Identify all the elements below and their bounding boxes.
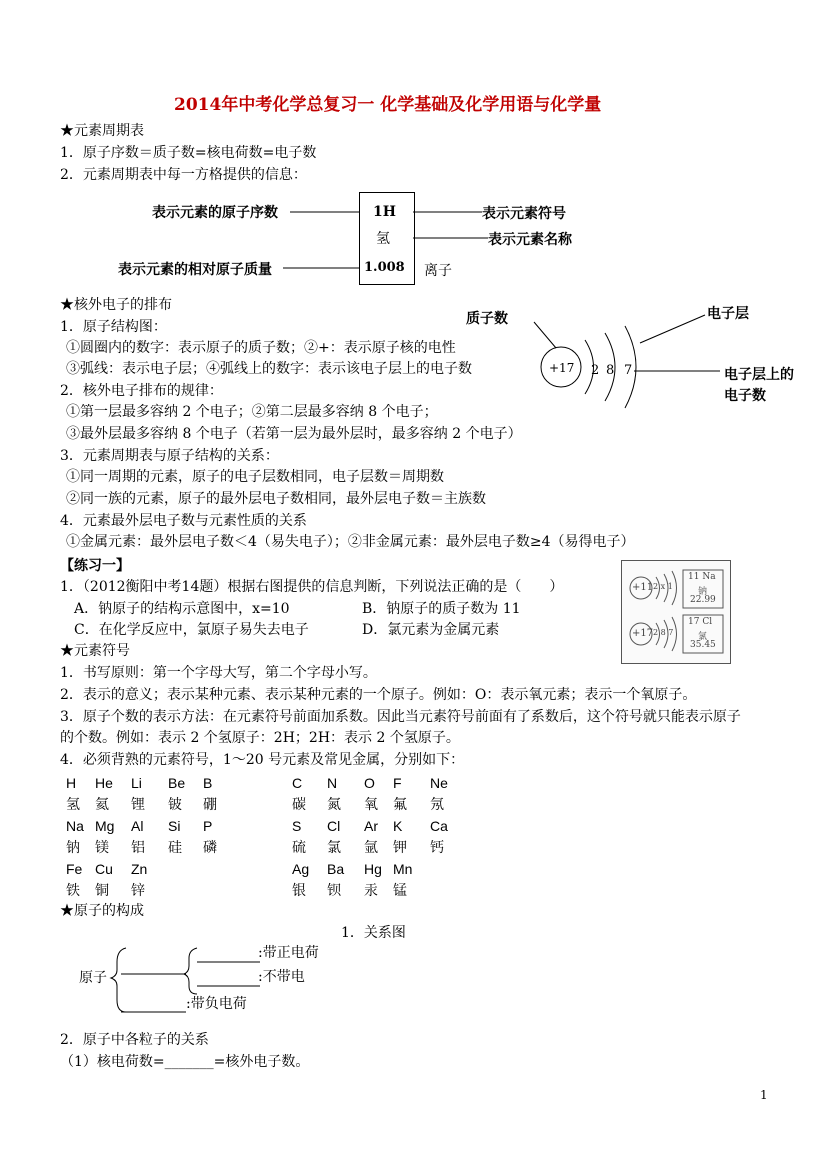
text-line: （1）核电荷数=_______=核外电子数。 (60, 1054, 310, 1070)
page-title: 2014年中考化学总复习一 化学基础及化学用语与化学量 (174, 95, 602, 115)
section-heading-electron: ★核外电子的排布 (60, 297, 172, 313)
element-symbol: Si (168, 818, 181, 834)
element-symbol: C (292, 775, 303, 791)
element-symbol: B (203, 775, 213, 791)
element-symbol: H (66, 775, 77, 791)
label-proton-number: 质子数 (466, 311, 508, 327)
element-symbol: Ne (430, 775, 448, 791)
label-electron-shell: 电子层 (707, 306, 749, 322)
option-b: B．钠原子的质子数为 11 (362, 601, 521, 617)
element-name: 汞 (364, 883, 378, 899)
element-name: 氢 (66, 797, 80, 813)
text-line: 2．原子中各粒子的关系 (60, 1032, 209, 1048)
element-symbol: He (95, 775, 113, 791)
label-positive: :带正电荷 (258, 945, 319, 961)
section-heading-symbols: ★元素符号 (60, 643, 130, 659)
element-name: 铍 (168, 797, 182, 813)
label-shell-electrons-2: 电子数 (724, 388, 766, 404)
element-name: 氖 (430, 797, 444, 813)
element-name: 磷 (203, 840, 217, 856)
cl-number-symbol: 17 Cl (688, 617, 713, 627)
element-symbol: S (292, 818, 302, 834)
element-symbol: Al (131, 818, 144, 834)
label-element-name: 表示元素名称 (488, 232, 572, 248)
element-name: 氩 (364, 840, 378, 856)
na-nucleus: +11 (632, 582, 654, 593)
text-line: ②同一族的元素，原子的最外层电子数相同，最外层电子数＝主族数 (66, 491, 486, 507)
cl-mass: 35.45 (690, 640, 716, 650)
element-name: 钡 (327, 883, 341, 899)
element-symbol: Mn (393, 861, 413, 877)
shell-2-count: 8 (606, 363, 615, 378)
element-symbol: Na (66, 818, 84, 834)
cell-number-symbol: 1H (373, 204, 396, 220)
element-symbol: K (393, 818, 403, 834)
cell-atomic-mass: 1.008 (364, 260, 405, 275)
text-line: 1．书写原则：第一个字母大写，第二个字母小写。 (60, 665, 377, 681)
text-line: ①金属元素：最外层电子数＜4（易失电子）；②非金属元素：最外层电子数≥4（易得电子） (66, 534, 635, 550)
section-heading-periodic-table: ★元素周期表 (60, 123, 144, 139)
element-name: 氧 (364, 797, 378, 813)
element-name: 钾 (393, 840, 407, 856)
option-c: C．在化学反应中，氯原子易失去电子 (74, 622, 309, 638)
option-d: D．氯元素为金属元素 (362, 622, 500, 638)
atom-nucleus: +17 (549, 361, 575, 375)
element-name: 银 (292, 883, 306, 899)
element-symbol: Li (131, 775, 142, 791)
element-name: 锰 (393, 883, 407, 899)
element-symbol: Cu (95, 861, 113, 877)
element-name: 硼 (203, 797, 217, 813)
element-symbol: Fe (66, 861, 83, 877)
element-name: 钠 (66, 840, 80, 856)
element-symbol: Mg (95, 818, 115, 834)
element-name: 硫 (292, 840, 306, 856)
text-line: 1．原子序数＝质子数=核电荷数=电子数 (60, 145, 317, 161)
na-name: 钠 (698, 587, 708, 597)
text-line: ①同一周期的元素，原子的电子层数相同，电子层数＝周期数 (66, 469, 444, 485)
page-number: 1 (760, 1088, 768, 1102)
label-negative: :带负电荷 (186, 996, 247, 1012)
element-name: 铝 (131, 840, 145, 856)
text-line: ③最外层最多容纳 8 个电子（若第一层为最外层时，最多容纳 2 个电子） (66, 426, 522, 442)
label-atom: 原子 (79, 970, 107, 986)
label-shell-electrons-1: 电子层上的 (724, 367, 794, 383)
element-symbol: P (203, 818, 213, 834)
label-atomic-mass: 表示元素的相对原子质量 (118, 262, 272, 278)
element-name: 氦 (95, 797, 109, 813)
section-heading-atom: ★原子的构成 (60, 903, 144, 919)
element-name: 锂 (131, 797, 145, 813)
element-name: 硅 (168, 840, 182, 856)
element-symbol: Ba (327, 861, 345, 877)
na-number-symbol: 11 Na (688, 572, 716, 582)
text-line: 4．必须背熟的元素符号，1～20 号元素及常见金属，分别如下： (60, 752, 465, 768)
element-symbol: Cl (327, 818, 341, 834)
element-name: 氯 (327, 840, 341, 856)
element-symbol: Ar (364, 818, 378, 834)
subheading-relation-diagram: 1．关系图 (341, 925, 406, 941)
cl-nucleus: +17 (632, 628, 654, 639)
element-name: 氟 (393, 797, 407, 813)
na-electrons: 2 x 1 (653, 582, 673, 591)
text-line: 2．表示的意义；表示某种元素、表示某种元素的一个原子。例如：O：表示氧元素；表示一个氧原子。 (60, 687, 697, 703)
option-a: A．钠原子的结构示意图中，x=10 (74, 601, 290, 617)
element-symbol: N (327, 775, 338, 791)
element-symbol: Hg (364, 861, 382, 877)
element-symbol: O (364, 775, 375, 791)
text-line: ③弧线：表示电子层；④弧线上的数字：表示该电子层上的电子数 (66, 361, 472, 377)
label-element-symbol: 表示元素符号 (482, 206, 566, 222)
element-name: 碳 (292, 797, 306, 813)
element-symbol: F (393, 775, 402, 791)
na-mass: 22.99 (690, 595, 716, 605)
element-name: 铁 (66, 883, 80, 899)
element-name: 锌 (131, 883, 145, 899)
exercise-heading: 【练习一】 (60, 558, 130, 574)
element-symbol: Ag (292, 861, 310, 877)
text-line: 2．核外电子排布的规律： (60, 383, 223, 399)
element-symbol: Zn (131, 861, 148, 877)
text-line: 2．元素周期表中每一方格提供的信息： (60, 167, 307, 183)
element-name: 镁 (95, 840, 109, 856)
shell-3-count: 7 (624, 363, 633, 378)
shell-1-count: 2 (591, 363, 600, 378)
text-line: 3．元素周期表与原子结构的关系： (60, 448, 279, 464)
text-line: 4．元素最外层电子数与元素性质的关系 (60, 513, 307, 529)
element-name: 氮 (327, 797, 341, 813)
element-symbol: Ca (430, 818, 448, 834)
cell-element-name: 氢 (376, 231, 390, 247)
text-line: 的个数。例如：表示 2 个氢原子：2H；2H：表示 2 个氢原子。 (60, 730, 460, 746)
element-symbol: Be (168, 775, 186, 791)
label-neutral: :不带电 (258, 969, 305, 985)
text-line: 3．原子个数的表示方法：在元素符号前面加系数。因此当元素符号前面有了系数后，这个符号就只能表示原子 (60, 709, 741, 725)
cl-name: 氯 (698, 632, 708, 642)
label-atomic-number: 表示元素的原子序数 (152, 205, 278, 221)
text-line: ①第一层最多容纳 2 个电子；②第二层最多容纳 8 个电子； (66, 404, 438, 420)
element-name: 铜 (95, 883, 109, 899)
text-line: ①圆圈内的数字：表示原子的质子数；②+：表示原子核的电性 (66, 340, 456, 356)
question-text: 1．（2012衡阳中考14题）根据右图提供的信息判断，下列说法正确的是（ ） (60, 579, 564, 595)
label-ion: 离子 (424, 263, 452, 279)
cl-electrons: 2 8 7 (653, 628, 674, 637)
text-line: 1．原子结构图： (60, 319, 167, 335)
element-name: 钙 (430, 840, 444, 856)
